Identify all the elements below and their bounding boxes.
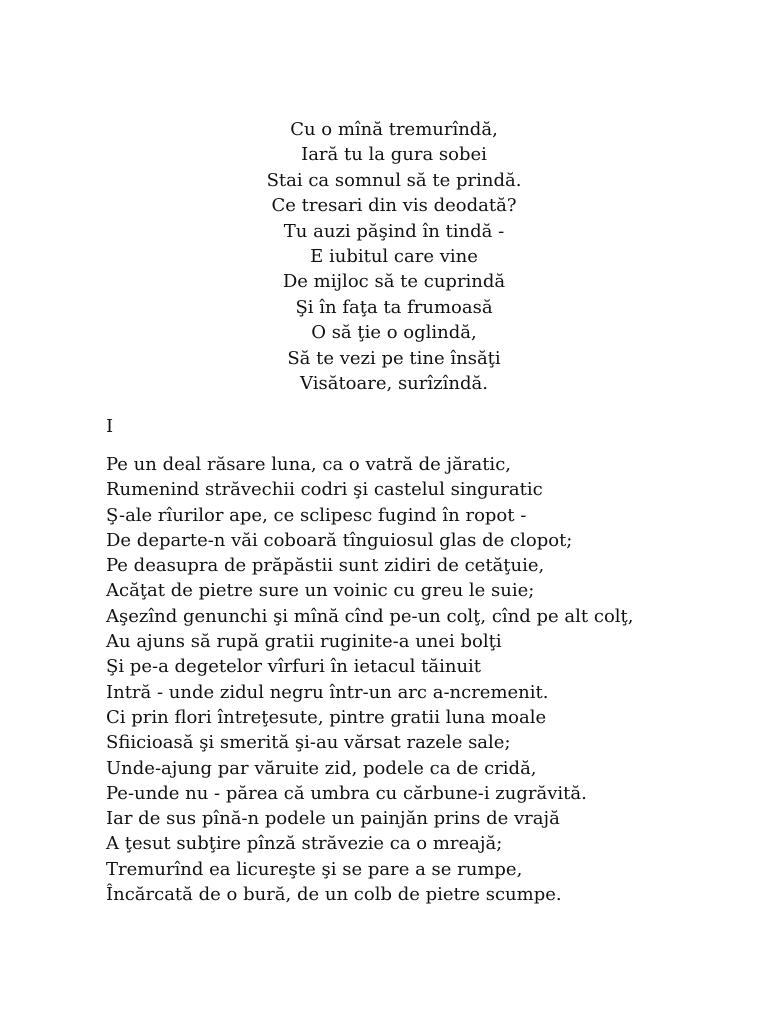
section-heading: I — [106, 416, 114, 437]
poem-line: Au ajuns să rupă gratii ruginite-a unei bolţi — [106, 631, 502, 653]
poem-line: Intră - unde zidul negru într-un arc a-ncremenit. — [106, 681, 549, 703]
poem-line: A ţesut subţire pînză străvezie ca o mreajă; — [106, 833, 503, 855]
poem-line: Cu o mînă tremurîndă, — [290, 119, 498, 140]
poem-line: Aşezînd genunchi şi mînă cînd pe-un colţ, cînd pe alt colţ, — [106, 605, 634, 627]
poem-line: Să te vezi pe tine însăţi — [287, 347, 501, 369]
poem-line: Pe deasupra de prăpăstii sunt zidiri de cetăţuie, — [106, 555, 545, 577]
poem-line: Şi în faţa ta frumoasă — [295, 296, 493, 318]
poem-line: Tu auzi păşind în tindă - — [283, 220, 505, 242]
poem-line: Acăţat de pietre sure un voinic cu greu le suie; — [106, 580, 535, 602]
poem-line: O să ţie o oglindă, — [311, 322, 477, 344]
poem-line: Tremurînd ea licureşte şi se pare a se rumpe, — [106, 858, 523, 880]
poem-line: Visătoare, surîzîndă. — [300, 373, 488, 395]
poem-line: Şi pe-a degetelor vîrfuri în ietacul tăinuit — [106, 656, 482, 678]
poem-line: Ce tresari din vis deodată? — [271, 195, 517, 217]
poem-line: Iar de sus pînă-n podele un painjăn prins de vrajă — [106, 808, 560, 830]
poem-line: Iară tu la gura sobei — [301, 144, 487, 166]
poem-line: Unde-ajung par văruite zid, podele ca de cridă, — [106, 757, 537, 779]
section-one-stanza — [106, 452, 634, 907]
poem-line: De mijloc să te cuprindă — [282, 271, 506, 293]
poem-line: De departe-n văi coboară tînguiosul glas de clopot; — [106, 529, 573, 551]
poem-line: Pe un deal răsare luna, ca o vatră de jăratic, — [106, 454, 511, 475]
poem-line: Pe-unde nu - părea că umbra cu cărbune-i zugrăvită. — [106, 782, 587, 804]
intro-stanza — [0, 117, 768, 396]
poem-line: Ş-ale rîurilor ape, ce sclipesc fugind în ropot - — [106, 504, 527, 526]
poem-line: Încărcată de o bură, de un colb de pietre scumpe. — [106, 884, 562, 906]
poem-line: E iubitul care vine — [310, 246, 478, 268]
poem-line: Ci prin flori întreţesute, pintre gratii luna moale — [106, 706, 547, 728]
poem-line: Sfiicioasă şi smerită şi-au vărsat razele sale; — [106, 732, 511, 754]
poem-line: Rumenind străvechii codri şi castelul singuratic — [106, 479, 543, 501]
poem-line: Stai ca somnul să te prindă. — [266, 169, 522, 191]
